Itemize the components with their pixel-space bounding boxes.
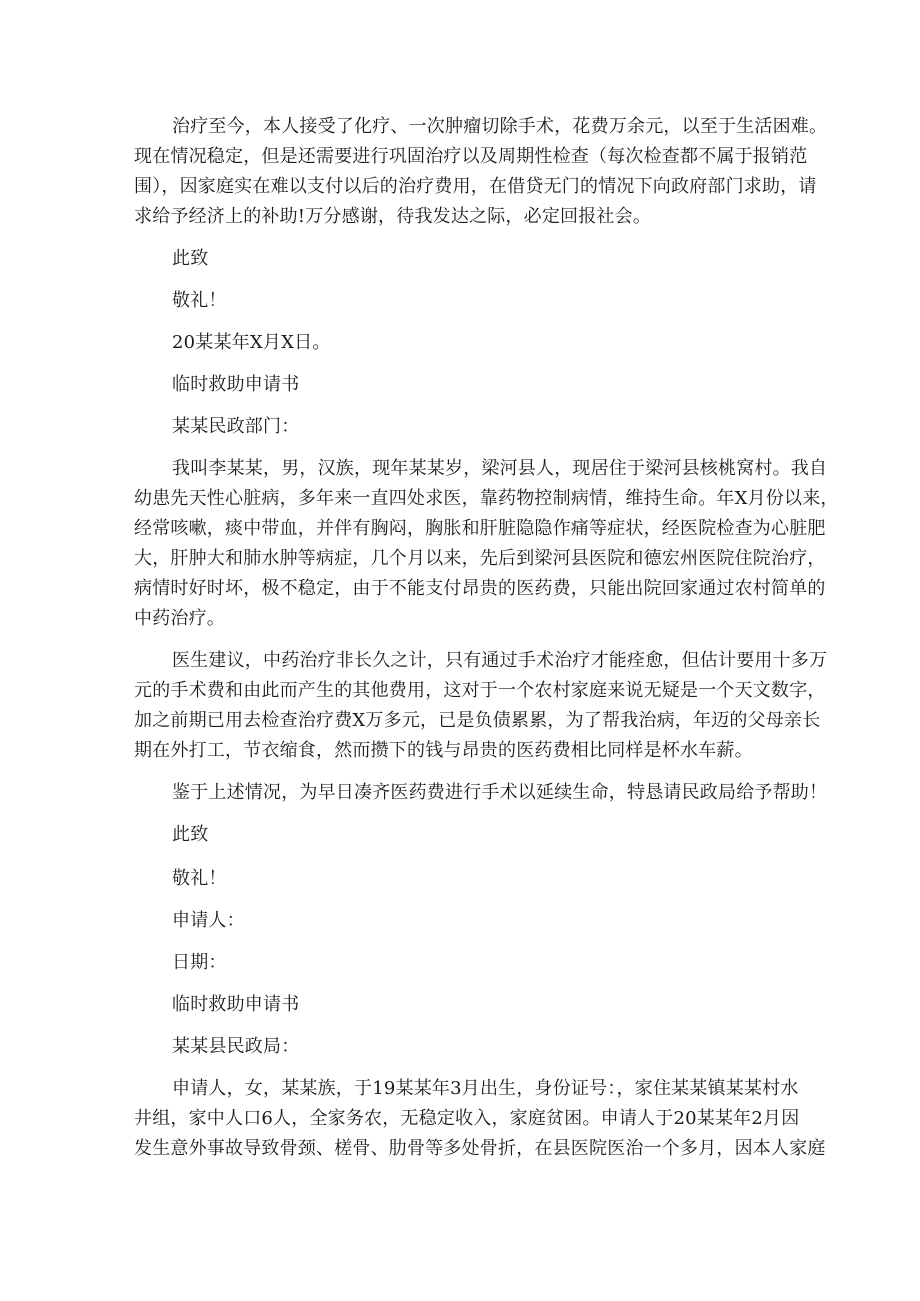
closing-salutation: 此致	[172, 824, 209, 845]
paragraph-line: 我叫李某某，男，汉族，现年某某岁，梁河县人，现居住于梁河县核桃窝村。我自	[172, 458, 828, 479]
applicant-signature-label: 申请人：	[172, 910, 245, 931]
paragraph-line: 围），因家庭实在难以支付以后的治疗费用，在借贷无门的情况下向政府部门求助，请	[134, 176, 817, 197]
letter-date: 20某某年X月X日。	[172, 332, 331, 353]
date-label: 日期：	[172, 952, 227, 973]
document-heading: 临时救助申请书	[172, 374, 300, 395]
paragraph-line: 井组，家中人口6人，全家务农，无稳定收入，家庭贫困。申请人于20某某年2月因	[134, 1108, 800, 1129]
paragraph-doctor-advice	[134, 646, 828, 766]
paragraph-applicant-illness	[134, 454, 839, 634]
paragraph-line: 大，肝肿大和肺水肿等病症，几个月以来，先后到梁河县医院和德宏州医院住院治疗，	[134, 548, 826, 569]
paragraph-line: 病情时好时坏，极不稳定，由于不能支付昂贵的医药费，只能出院回家通过农村简单的	[134, 578, 826, 599]
paragraph-line: 元的手术费和由此而产生的其他费用，这对于一个农村家庭来说无疑是一个天文数字，	[134, 680, 826, 701]
paragraph-line: 医生建议，中药治疗非长久之计，只有通过手术治疗才能痊愈，但估计要用十多万	[172, 650, 828, 671]
paragraph-line: 经常咳嗽，痰中带血，并伴有胸闷，胸胀和肝脏隐隐作痛等症状，经医院检查为心脏肥	[134, 518, 826, 539]
paragraph-line: 求给予经济上的补助!万分感谢，待我发达之际，必定回报社会。	[134, 206, 652, 227]
paragraph-applicant-info	[134, 1074, 826, 1164]
document-body	[134, 112, 839, 1164]
closing-salutation: 此致	[172, 248, 209, 269]
paragraph-line: 中药治疗。	[134, 608, 225, 629]
paragraph-line: 申请人，女，某某族，于19某某年3月出生，身份证号：，家住某某镇某某村水	[172, 1078, 799, 1099]
request-statement: 鉴于上述情况，为早日凑齐医药费进行手术以延续生命，特恳请民政局给予帮助！	[172, 782, 828, 803]
paragraph-line: 幼患先天性心脏病，多年来一直四处求医，靠药物控制病情，维持生命。年X月份以来，	[134, 488, 839, 509]
paragraph-line: 现在情况稳定，但是还需要进行巩固治疗以及周期性检查（每次检查都不属于报销范	[134, 146, 808, 167]
closing-regards: 敬礼！	[172, 290, 227, 311]
recipient-line: 某某民政部门：	[172, 416, 300, 437]
paragraph-treatment-history	[134, 112, 828, 232]
paragraph-line: 期在外打工，节衣缩食，然而攒下的钱与昂贵的医药费相比同样是杯水车薪。	[134, 740, 753, 761]
paragraph-line: 加之前期已用去检查治疗费X万多元，已是负债累累，为了帮我治病，年迈的父母亲长	[134, 710, 821, 731]
paragraph-line: 治疗至今，本人接受了化疗、一次肿瘤切除手术，花费万余元，以至于生活困难。	[172, 116, 828, 137]
document-heading: 临时救助申请书	[172, 994, 300, 1015]
paragraph-line: 发生意外事故导致骨颈、槎骨、肋骨等多处骨折，在县医院医治一个多月，因本人家庭	[134, 1138, 826, 1159]
recipient-line: 某某县民政局：	[172, 1036, 300, 1057]
closing-regards: 敬礼！	[172, 868, 227, 889]
